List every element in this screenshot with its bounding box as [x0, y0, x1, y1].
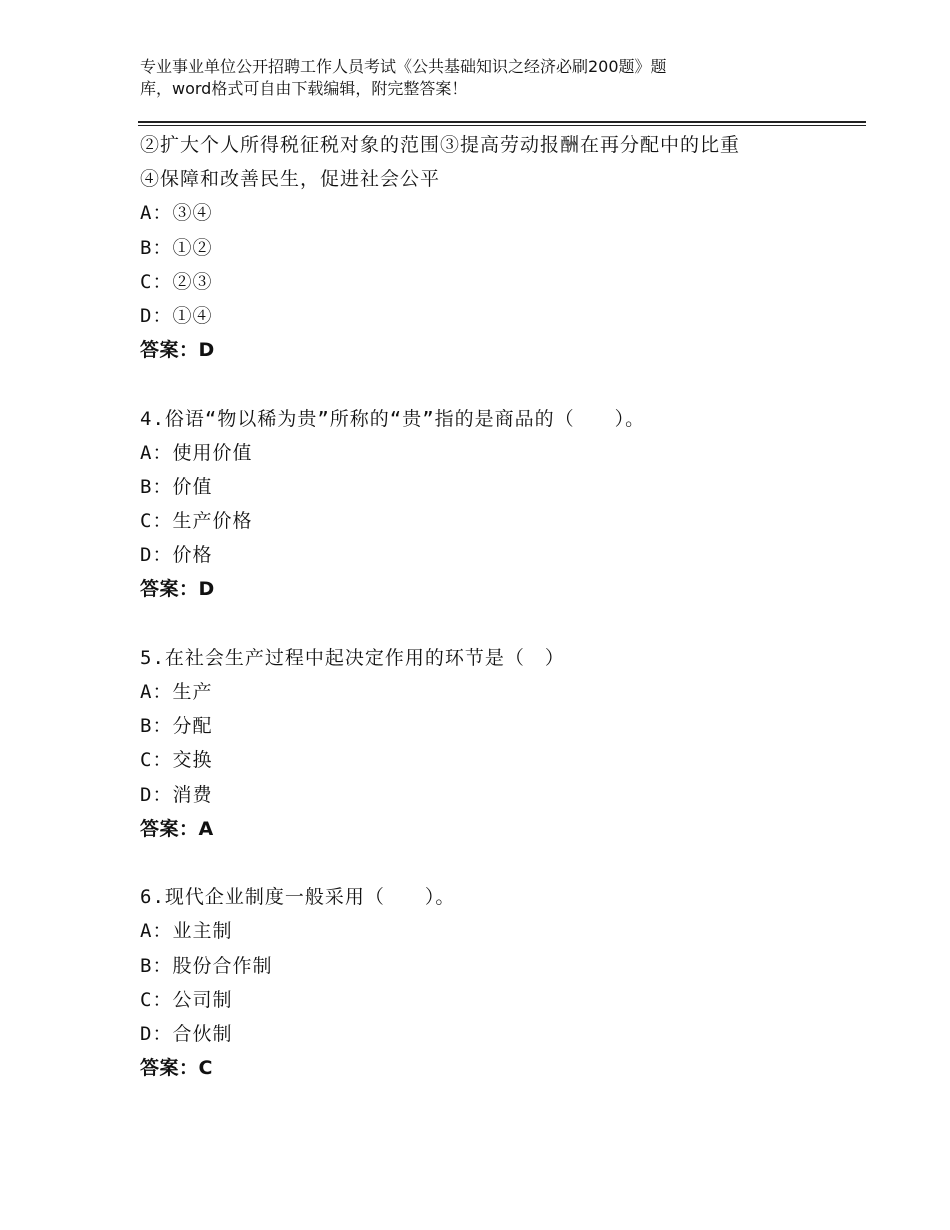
option-d: D：消费 [140, 783, 213, 806]
option-a: A：使用价值 [140, 441, 253, 464]
option-c: C：②③ [140, 270, 213, 293]
option-b: B：①② [140, 236, 213, 259]
header-divider [138, 121, 866, 123]
question-4 [140, 402, 840, 607]
option-b: B：分配 [140, 715, 213, 738]
spacer [140, 607, 840, 641]
question-5 [140, 641, 840, 846]
option-a: A：业主制 [140, 920, 233, 943]
spacer [140, 846, 840, 880]
answer-line: 答案：C [140, 1057, 213, 1080]
question-text: 6.现代企业制度一般采用（ ）。 [140, 886, 456, 909]
question-text: ④保障和改善民生，促进社会公平 [140, 168, 441, 191]
option-d: D：合伙制 [140, 1022, 233, 1045]
answer-line: 答案：A [140, 817, 214, 840]
option-a: A：③④ [140, 202, 213, 225]
question-text: 5.在社会生产过程中起决定作用的环节是（ ） [140, 646, 565, 669]
option-b: B：股份合作制 [140, 954, 273, 977]
question-text: 4.俗语“物以稀为贵”所称的“贵”指的是商品的（ ）。 [140, 407, 646, 430]
header-divider-thin [138, 125, 866, 126]
question-6 [140, 880, 840, 1085]
answer-line: 答案：D [140, 578, 215, 601]
question-text: ②扩大个人所得税征税对象的范围③提高劳动报酬在再分配中的比重 [140, 134, 741, 156]
option-c: C：交换 [140, 749, 213, 772]
option-d: D：价格 [140, 544, 213, 567]
document-header [140, 56, 780, 100]
option-a: A：生产 [140, 681, 213, 703]
header-title-line-2: 库，word格式可自由下载编辑，附完整答案！ [140, 79, 468, 98]
spacer [140, 367, 840, 401]
header-title-line-1: 专业事业单位公开招聘工作人员考试《公共基础知识之经济必刷200题》题 [140, 57, 667, 76]
question-3-continued [140, 128, 840, 367]
option-c: C：公司制 [140, 988, 233, 1011]
question-list [140, 128, 840, 1085]
option-d: D：①④ [140, 304, 213, 327]
answer-line: 答案：D [140, 339, 215, 362]
option-b: B：价值 [140, 475, 213, 498]
option-c: C：生产价格 [140, 510, 253, 533]
